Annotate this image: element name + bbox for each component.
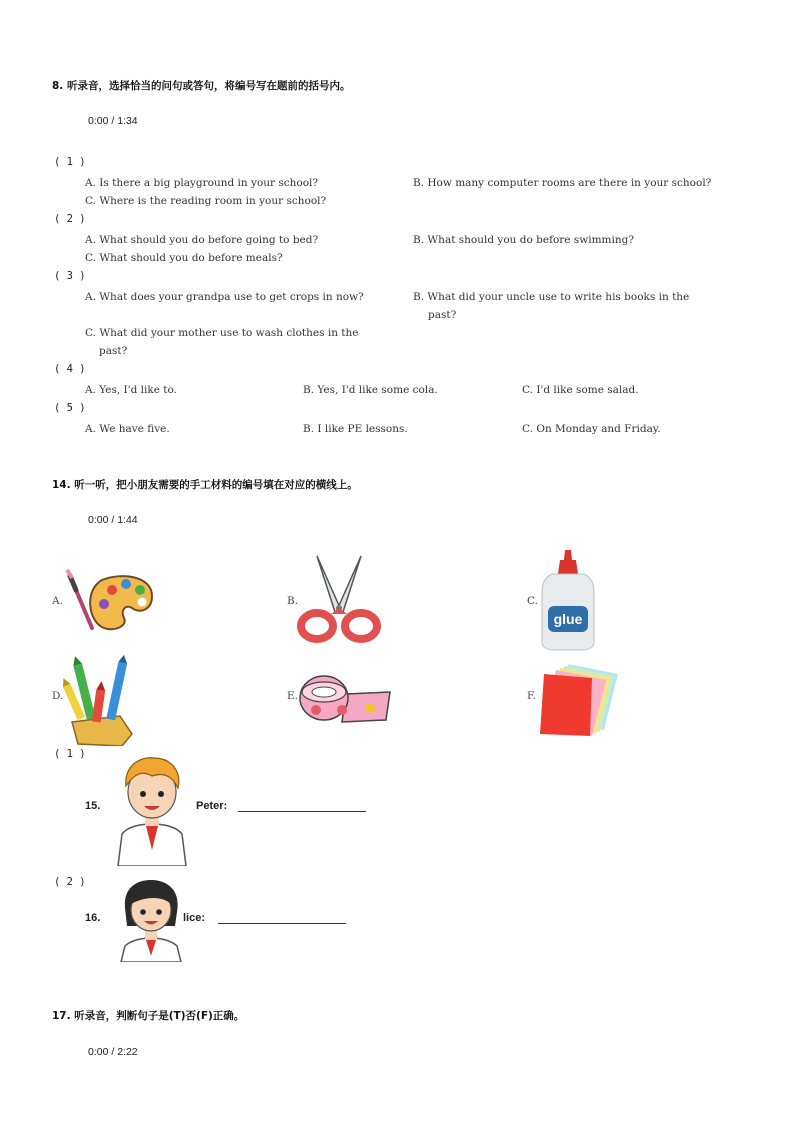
option-f-label: F. bbox=[527, 690, 536, 702]
boy-peter-icon bbox=[112, 754, 192, 866]
q14-title: 14. 听一听，把小朋友需要的手工材料的编号填在对应的横线上。 bbox=[52, 479, 358, 491]
option-d-label: D. bbox=[52, 690, 64, 702]
q17-title: 17. 听录音，判断句子是(T)否(F)正确。 bbox=[52, 1010, 245, 1022]
q8-item-5-option-b: B. I like PE lessons. bbox=[303, 423, 408, 435]
q8-audio-player[interactable]: 0:00 / 1:34 bbox=[88, 115, 138, 127]
q8-item-3-option-c-line2: past? bbox=[99, 345, 128, 357]
q8-item-1-number: ( 1 ) bbox=[54, 156, 86, 168]
q16-name-label: lice: bbox=[183, 912, 206, 924]
q8-item-3-option-a: A. What does your grandpa use to get crops in now? bbox=[85, 291, 364, 303]
q16-number: 16. bbox=[85, 912, 101, 924]
q8-item-4-option-c: C. I'd like some salad. bbox=[522, 384, 639, 396]
girl-alice-icon bbox=[115, 878, 187, 962]
q17-audio-player[interactable]: 0:00 / 2:22 bbox=[88, 1046, 138, 1058]
option-c-label: C. bbox=[527, 595, 538, 607]
q8-item-1-option-a: A. Is there a big playground in your school? bbox=[85, 177, 319, 189]
q15-number: 15. bbox=[85, 800, 101, 812]
q8-item-4-option-a: A. Yes, I'd like to. bbox=[85, 384, 177, 396]
q8-item-3-option-c-line1: C. What did your mother use to wash clothes in the bbox=[85, 327, 359, 339]
q8-item-3-option-b-line1: B. What did your uncle use to write his books in the bbox=[413, 291, 690, 303]
q15-name-label: Peter: bbox=[196, 800, 228, 812]
q8-item-3-option-b-line2: past? bbox=[428, 309, 457, 321]
q14-sub-2-number: ( 2 ) bbox=[54, 876, 86, 888]
q8-item-1-option-b: B. How many computer rooms are there in your school? bbox=[413, 177, 712, 189]
option-e-label: E. bbox=[287, 690, 299, 702]
q8-item-5-option-a: A. We have five. bbox=[85, 423, 170, 435]
q8-item-5-number: ( 5 ) bbox=[54, 402, 86, 414]
crayons-icon bbox=[62, 654, 142, 746]
option-a-label: A. bbox=[52, 595, 63, 607]
colored-paper-icon bbox=[538, 660, 622, 740]
q8-title: 8. 听录音，选择恰当的问句或答句，将编号写在题前的括号内。 bbox=[52, 80, 351, 92]
q8-item-2-number: ( 2 ) bbox=[54, 213, 86, 225]
q14-audio-player[interactable]: 0:00 / 1:44 bbox=[88, 514, 138, 526]
scissors-icon bbox=[295, 552, 383, 646]
q15-answer-blank[interactable] bbox=[238, 811, 366, 812]
q8-item-2-option-b: B. What should you do before swimming? bbox=[413, 234, 634, 246]
q8-item-2-option-c: C. What should you do before meals? bbox=[85, 252, 283, 264]
glue-label-text: glue bbox=[553, 611, 583, 627]
q16-answer-blank[interactable] bbox=[218, 923, 346, 924]
q8-item-4-number: ( 4 ) bbox=[54, 363, 86, 375]
q14-sub-1-number: ( 1 ) bbox=[54, 748, 86, 760]
glue-icon bbox=[538, 548, 598, 652]
tape-icon bbox=[298, 672, 392, 724]
q8-item-2-option-a: A. What should you do before going to bed? bbox=[85, 234, 319, 246]
q8-item-3-number: ( 3 ) bbox=[54, 270, 86, 282]
q8-item-1-option-c: C. Where is the reading room in your school? bbox=[85, 195, 327, 207]
option-b-label: B. bbox=[287, 595, 299, 607]
q8-item-4-option-b: B. Yes, I'd like some cola. bbox=[303, 384, 438, 396]
q8-item-5-option-c: C. On Monday and Friday. bbox=[522, 423, 661, 435]
palette-icon bbox=[62, 568, 158, 634]
